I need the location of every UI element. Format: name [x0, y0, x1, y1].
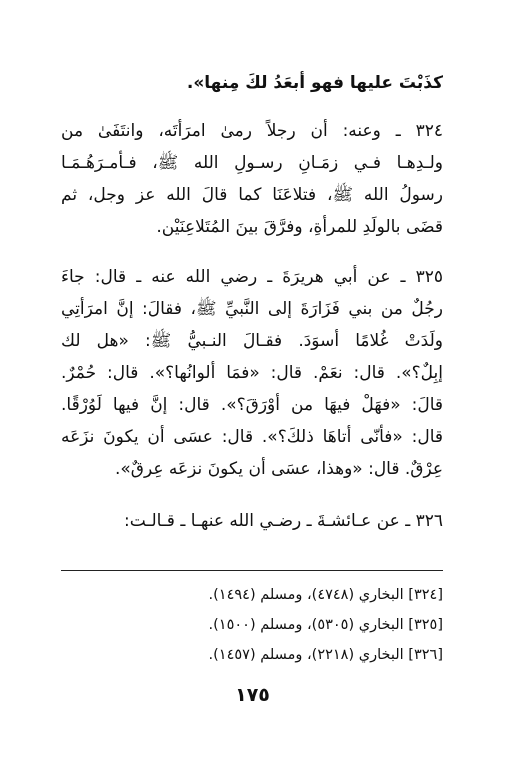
text-line-hadith-325-5: قالَ: «فهَلْ فيهَا من أوْرَقَ؟». قال: إنَّ فيها لَوُرْقًا.: [61, 395, 443, 415]
text-line-hadith-325-1: ٣٢٥ ـ عن أبي هريرَةَ ـ رضي الله عنه ـ قال: جاءَ: [61, 267, 443, 287]
text-line-hadith-325-6: قال: «فأنّى أتاهَا ذلكَ؟». قال: عسَى أن يكونَ نزَعَه: [61, 427, 443, 447]
text-line-hadith-323-end: كذَبْتَ عليها فهو أبعَدُ لكَ مِنها».: [186, 73, 443, 93]
text-line-hadith-325-4: إبِلٌ؟». قال: نعَمْ. قال: «فمَا ألوانُها؟». قال: حُمْرٌ.: [61, 363, 443, 383]
footnote-326: [٣٢٦] البخاري (٢٢١٨)، ومسلم (١٤٥٧).: [208, 647, 443, 663]
text-line-hadith-324-3: رسولُ الله ﷺ، فتلاعَنَا كما قالَ الله عز وجل، ثم: [61, 185, 443, 205]
text-line-hadith-324-2: ولـدِهـا فـي زمَـانِ رسـولِ الله ﷺ، فـأمـرَهُـمَـا: [61, 153, 443, 173]
text-line-hadith-325-3: ولَدَتْ غُلامًا أسوَدَ. فقـالَ النـبيُّ ﷺ: «هل لك: [61, 331, 443, 351]
text-line-hadith-324-4: قضَى بالولَدِ للمرأةِ، وفرَّقَ بينَ المُتَلاعِنَيْن.: [156, 217, 443, 237]
footnote-divider: [61, 570, 443, 571]
text-line-hadith-325-2: رجُلٌ من بني فَزَارَةَ إلى النَّبيِّ ﷺ، فقالَ: إنَّ امرَأتِي: [61, 299, 443, 319]
text-line-hadith-325-7: عِرْقٌ. قال: «وهذا، عسَى أن يكونَ نزعَه عِرقٌ».: [115, 459, 443, 479]
page-number: ١٧٥: [235, 684, 270, 706]
footnote-324: [٣٢٤] البخاري (٤٧٤٨)، ومسلم (١٤٩٤).: [208, 587, 443, 603]
text-line-hadith-326-1: ٣٢٦ ـ عن عـائشـةَ ـ رضـي الله عنهـا ـ قـالـت:: [124, 511, 443, 531]
footnote-325: [٣٢٥] البخاري (٥٣٠٥)، ومسلم (١٥٠٠).: [208, 617, 443, 633]
text-line-hadith-324-1: ٣٢٤ ـ وعنه: أن رجلاً رمىٰ امرَأتَه، وانتَفَىٰ من: [61, 121, 443, 141]
